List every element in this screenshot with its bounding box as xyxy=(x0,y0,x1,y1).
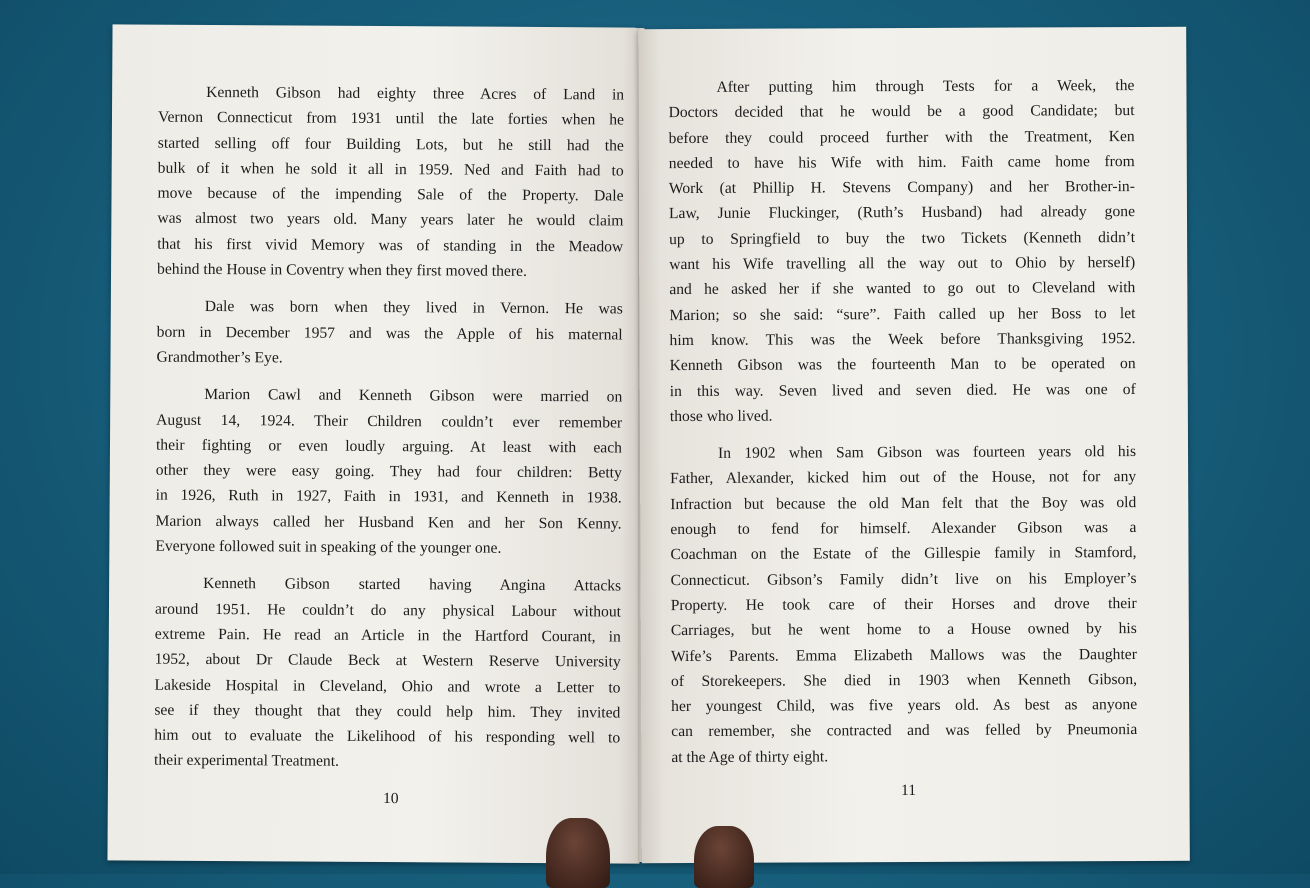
text-line: Marion always called her Husband Ken and her Son Kenny. xyxy=(155,512,622,533)
text-line: was almost two years old. Many years later he would claim xyxy=(157,210,624,230)
text-line: bulk of it when he sold it all in 1959. Ned and Faith had to xyxy=(157,159,624,180)
thumb-left xyxy=(546,818,610,888)
text-line: Marion Cawl and Kenneth Gibson were married on xyxy=(204,386,623,406)
text-line: Doctors decided that he would be a good Candidate; but xyxy=(668,102,1135,122)
text-line: Law, Junie Fluckinger, (Ruth’s Husband) had already gone xyxy=(668,203,1136,223)
text-line: want his Wife travelling all the way out to Ohio by herself) xyxy=(669,254,1136,274)
text-line: August 14, 1924. Their Children couldn’t ever remember xyxy=(156,411,623,432)
text-line: him know. This was the Week before Thanksgiving 1952. xyxy=(669,330,1136,350)
paragraph xyxy=(157,80,624,285)
paragraph xyxy=(668,73,1136,429)
text-line: Wife’s Parents. Emma Elizabeth Mallows was the Daughter xyxy=(670,645,1137,665)
right-page-text xyxy=(668,73,1137,782)
text-line: Lakeside Hospital in Cleveland, Ohio and wrote a Letter to xyxy=(154,676,621,697)
text-line: extreme Pain. He read an Article in the Hartford Courant, in xyxy=(154,625,621,646)
text-line: in this way. Seven lived and seven died. He was one of xyxy=(669,380,1136,400)
text-line: in 1926, Ruth in 1927, Faith in 1931, and Kenneth in 1938. xyxy=(155,487,622,507)
text-line: behind the House in Coventry when they first moved there. xyxy=(157,260,527,280)
text-line: Kenneth Gibson had eighty three Acres of Land in xyxy=(206,83,625,104)
text-line: 1952, about Dr Claude Beck at Western Reserve University xyxy=(154,650,621,671)
text-line: their experimental Treatment. xyxy=(154,752,340,771)
text-line: her youngest Child, was five years old. As best as anyone xyxy=(671,696,1138,716)
text-line: enough to fend for himself. Alexander Gibson was a xyxy=(670,519,1137,539)
paragraph xyxy=(155,382,622,562)
text-line: move because of the impending Sale of the Property. Dale xyxy=(157,184,624,205)
text-line: Dale was born when they lived in Vernon. He was xyxy=(204,298,623,318)
text-line: Vernon Connecticut from 1931 until the late forties when he xyxy=(157,108,625,129)
text-line: of Storekeepers. She died in 1903 when Kenneth Gibson, xyxy=(670,670,1138,690)
text-line: Father, Alexander, kicked him out of the House, not for any xyxy=(670,468,1137,488)
text-line: him out to evaluate the Likelihood of his responding well to xyxy=(154,726,621,747)
thumb-right xyxy=(694,826,754,888)
text-line: needed to have his Wife with him. Faith came home from xyxy=(668,152,1135,172)
text-line: before they could proceed further with the Treatment, Ken xyxy=(668,127,1135,147)
text-line: other they were easy going. They had four children: Betty xyxy=(155,461,622,482)
text-line: Grandmother’s Eye. xyxy=(156,348,283,367)
paragraph xyxy=(154,571,621,776)
left-page-text xyxy=(154,80,624,789)
text-line: Coachman on the Estate of the Gillespie family in Stamford, xyxy=(670,544,1137,564)
text-line: Work (at Phillip H. Stevens Company) and her Brother-in- xyxy=(668,178,1135,198)
text-line: born in December 1957 and was the Apple of his maternal xyxy=(156,323,623,344)
text-line: Carriages, but he went home to a House owned by his xyxy=(670,620,1137,640)
text-line: around 1951. He couldn’t do any physical Labour without xyxy=(154,600,622,621)
text-line: see if they thought that they could help him. They invited xyxy=(154,701,621,722)
text-line: Infraction but because the old Man felt that the Boy was old xyxy=(670,493,1137,513)
text-line: at the Age of thirty eight. xyxy=(671,748,829,766)
text-line: Connecticut. Gibson’s Family didn’t live on his Employer’s xyxy=(670,569,1137,589)
paragraph xyxy=(156,294,622,373)
page-number: 11 xyxy=(900,781,917,800)
text-line: started selling off four Building Lots, but he still had the xyxy=(157,134,624,155)
text-line: those who lived. xyxy=(669,407,773,425)
text-line: Kenneth Gibson was the fourteenth Man to be operated on xyxy=(669,355,1136,375)
right-page xyxy=(638,27,1190,863)
text-line: their fighting or even loudly arguing. At least with each xyxy=(155,436,623,457)
paragraph xyxy=(670,439,1137,770)
text-line: up to Springfield to buy the two Tickets (Kenneth didn’t xyxy=(669,228,1136,248)
text-line: After putting him through Tests for a Week, the xyxy=(716,77,1135,96)
text-line: Everyone followed suit in speaking of the younger one. xyxy=(155,537,502,557)
text-line: and he asked her if she wanted to go out to Cleveland with xyxy=(669,279,1136,299)
page-number: 10 xyxy=(382,790,399,808)
text-line: Kenneth Gibson started having Angina Attacks xyxy=(203,575,622,595)
text-line: can remember, she contracted and was felled by Pneumonia xyxy=(671,721,1138,741)
text-line: that his first vivid Memory was of standing in the Meadow xyxy=(157,235,624,256)
text-line: In 1902 when Sam Gibson was fourteen years old his xyxy=(717,443,1137,463)
text-line: Property. He took care of their Horses and drove their xyxy=(670,594,1137,615)
text-line: Marion; so she said: “sure”. Faith called up her Boss to let xyxy=(669,304,1136,324)
left-page xyxy=(107,24,644,863)
